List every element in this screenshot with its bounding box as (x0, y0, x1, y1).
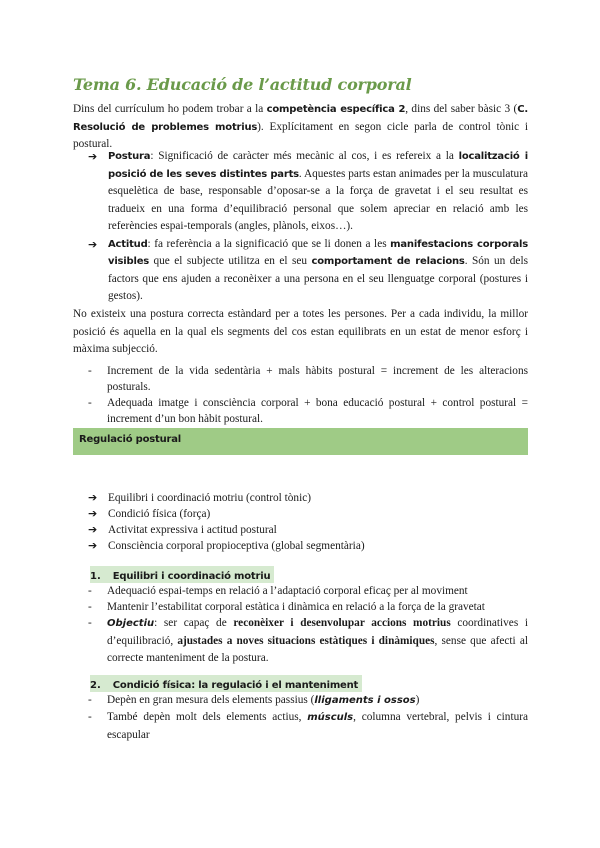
page-title: Tema 6. Educació de l’actitud corporal (73, 75, 412, 94)
subsection-number: 1. (90, 571, 101, 582)
dash-bullet: - (88, 601, 92, 613)
dash-bullet: - (88, 694, 92, 706)
intro-paragraph (73, 101, 528, 154)
arrow-right-icon: ➔ (88, 491, 98, 504)
objective-text: : ser capaç de (154, 617, 234, 629)
arrow-right-icon: ➔ (88, 237, 98, 251)
list-item-text: , columna vertebral, pelvis i cintura escapular (107, 711, 529, 741)
definition-actitud (88, 236, 528, 306)
objective-bold: reconèixer i desenvolupar accions motrius (233, 617, 451, 629)
objective-label: Objectiu (107, 618, 155, 629)
dash-bullet: - (88, 365, 92, 377)
list-item-highlight: músculs (307, 712, 354, 723)
definition-highlight: manifestacions corporals visibles (108, 238, 528, 267)
list-item (88, 506, 528, 522)
list-item-text: Consciència corporal propioceptiva (global segmentària) (108, 540, 365, 552)
list-item-text: Activitat expressiva i actitud postural (108, 524, 277, 536)
subsection-title: Condició física: la regulació i el manteniment (112, 680, 359, 691)
intro-text: ). Explícitament en segon cicle parla de control tònic i postural. (73, 120, 528, 150)
list-item-text: Increment de la vida sedentària + mals hàbits postural = increment de les alteracions posturals. (107, 365, 528, 393)
objective-text: coordinatives i d’equilibració, (107, 617, 528, 647)
dash-list (88, 363, 528, 427)
list-item-text: Depèn en gran mesura dels elements passius ( (107, 694, 315, 706)
subsection-2-list (88, 692, 528, 744)
list-item-text: També depèn molt dels elements actius, (107, 711, 308, 723)
dash-bullet: - (88, 711, 92, 723)
definition-highlight: comportament de relacions (311, 256, 465, 267)
definition-text: que el subjecte utilitza en el seu (149, 255, 312, 267)
dash-bullet: - (88, 617, 92, 629)
section-title: Regulació postural (79, 434, 182, 445)
list-item-text: Equilibri i coordinació motriu (control tònic) (108, 492, 311, 504)
dash-bullet: - (88, 397, 92, 409)
posture-paragraph: No existeix una postura correcta estàndard per a totes les persones. Per a cada individu, la millor posició és aquella en la qual els segments del cos estan equilibrats en un estat de menor esforç i màxima subjecció. (73, 308, 528, 355)
list-item-text: ) (415, 694, 420, 706)
list-item-text: Condició física (força) (108, 508, 211, 520)
definition-text: : Significació de caràcter més mecànic al cos, i es refereix a la (150, 150, 459, 162)
subsection-number: 2. (90, 680, 101, 691)
definitions-list (88, 148, 528, 306)
section-list (88, 490, 528, 554)
list-item (88, 583, 528, 599)
list-item (88, 538, 528, 554)
dash-bullet: - (88, 585, 92, 597)
definition-postura (88, 148, 528, 236)
list-item (88, 363, 528, 395)
intro-text: Dins del currículum ho podem trobar a la (73, 103, 267, 115)
subsection-header-1 (90, 566, 274, 583)
arrow-right-icon: ➔ (88, 507, 98, 520)
definition-text: : fa referència a la significació que se li donen a les (147, 237, 391, 250)
list-item (88, 395, 528, 427)
subsection-header-2 (90, 675, 362, 692)
arrow-right-icon: ➔ (88, 539, 98, 552)
definition-text: . Aquestes parts estan animades per la musculatura esquelètica de base, responsable d’oposar-se a la força de gravetat i el seu resultat es tradueix en una forma d’equilibració personal que solem apreciar en relació amb les referències espai-temporals (angles, plànols, eixos…). (108, 167, 528, 232)
list-item-highlight: lligaments i ossos (314, 695, 416, 706)
list-item-text: Mantenir l’estabilitat corporal estàtica i dinàmica en relació a la força de la gravetat (107, 601, 485, 613)
objective-item (88, 615, 528, 668)
list-item (88, 692, 528, 709)
list-item-text: Adequada imatge i consciència corporal + bona educació postural + control postural = increment d’un bon hàbit postural. (107, 397, 528, 425)
intro-highlight: competència específica 2 (266, 104, 406, 115)
definition-text: . Són un dels factors que ens ajuden a reconèixer a una persona en el seu llenguatge corporal (postures i gestos). (108, 255, 528, 302)
list-item (88, 599, 528, 615)
subsection-1-list (88, 583, 528, 668)
subsection-title: Equilibri i coordinació motriu (112, 571, 271, 582)
list-item (88, 709, 528, 744)
list-item (88, 522, 528, 538)
definition-term: Actitud (108, 238, 148, 250)
arrow-right-icon: ➔ (88, 150, 98, 163)
intro-highlight: C. Resolució de problemes motrius (73, 104, 528, 133)
section-header (73, 428, 528, 455)
objective-bold: ajustades a noves situacions estàtiques i dinàmiques (177, 634, 435, 647)
intro-text: , dins del saber bàsic 3 ( (405, 103, 518, 115)
definition-highlight: localització i posició de les seves distintes parts (108, 151, 529, 180)
list-item-text: Adequació espai-temps en relació a l’adaptació corporal eficaç per al moviment (107, 585, 468, 597)
arrow-right-icon: ➔ (88, 523, 98, 536)
list-item (88, 490, 528, 506)
objective-text: , sense que afecti al correcte manteniment de la postura. (107, 634, 528, 664)
definition-term: Postura (108, 151, 151, 162)
